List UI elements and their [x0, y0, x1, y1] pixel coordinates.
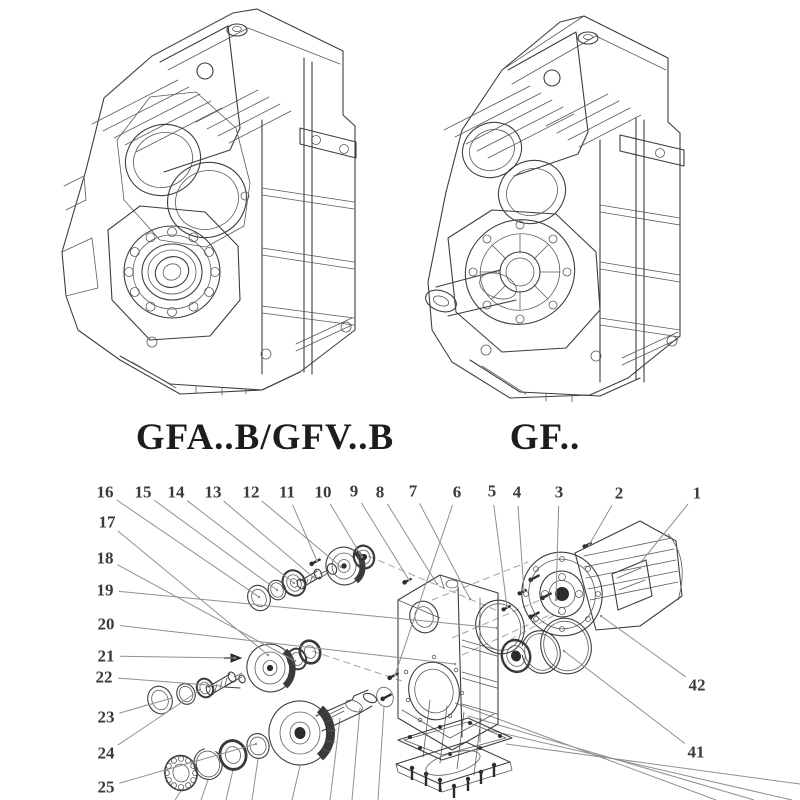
leader-line-18	[117, 565, 295, 661]
leader-line-16	[117, 500, 259, 597]
callout-number-1: 1	[692, 483, 702, 503]
leader-line-14	[187, 501, 294, 583]
callout-number-14: 14	[167, 482, 185, 502]
leader-dot-4	[523, 590, 525, 592]
leader-dot-23	[171, 697, 173, 699]
model-label-gfab: GFA..B/GFV..B	[135, 417, 395, 458]
leader-dot-13	[312, 576, 314, 578]
callout-number-42: 42	[688, 675, 706, 695]
leader-dot-25	[255, 743, 257, 745]
callout-number-12: 12	[242, 482, 260, 502]
callout-number-13: 13	[204, 482, 222, 502]
leader-line-1	[641, 504, 688, 562]
output-shaft-assembly	[161, 685, 396, 794]
leader-dot-21	[234, 657, 236, 659]
callout-number-41: 41	[687, 742, 705, 762]
leader-dot-20	[454, 663, 456, 665]
callout-number-2: 2	[614, 483, 624, 503]
leader-dot-18	[294, 660, 296, 662]
exploded-view	[96, 482, 800, 800]
leader-dot-17	[267, 654, 269, 656]
callout-number-18: 18	[96, 548, 114, 568]
callout-number-11: 11	[278, 482, 296, 502]
leader-dot-11	[316, 560, 318, 562]
input-shaft-assembly	[244, 542, 413, 614]
leader-dot-41	[563, 650, 565, 652]
motor	[511, 521, 682, 646]
cover-and-worm-parts	[144, 671, 242, 718]
hollow-shaft-bearing	[124, 226, 220, 318]
leader-dot-9	[408, 579, 410, 581]
leader-line-5	[494, 505, 507, 607]
leader-dot-14	[293, 582, 295, 584]
leader-line-11	[293, 505, 317, 561]
gearbox-drawing-gfab	[62, 9, 356, 395]
callout-number-22: 22	[95, 667, 113, 687]
leader-dot-6	[394, 674, 396, 676]
leader-line-25	[119, 744, 256, 783]
leader-line-21	[120, 656, 235, 658]
callout-number-19: 19	[96, 580, 114, 600]
callout-number-25: 25	[97, 777, 115, 797]
leader-dot-24	[199, 689, 201, 691]
callout-number-8: 8	[375, 482, 385, 502]
leader-line-2	[589, 505, 612, 545]
callout-number-20: 20	[97, 614, 115, 634]
callout-number-3: 3	[554, 482, 564, 502]
cooling-fins-left	[92, 80, 291, 152]
leader-dot-5	[506, 606, 508, 608]
callout-number-16: 16	[96, 482, 114, 502]
callout-number-23: 23	[97, 707, 115, 727]
callout-number-21: 21	[97, 646, 115, 666]
callout-number-4: 4	[512, 482, 522, 502]
leader-line-42	[601, 616, 686, 677]
cooling-fins-right	[444, 86, 641, 158]
callout-number-10: 10	[314, 482, 332, 502]
leader-dot-19	[496, 627, 498, 629]
leader-dot-16	[258, 596, 260, 598]
leader-line-12	[262, 501, 341, 567]
leader-dot-42	[600, 615, 602, 617]
gearbox-drawing-gf	[423, 16, 684, 402]
callout-number-15: 15	[134, 482, 152, 502]
leader-line-24	[118, 690, 200, 745]
callout-layer	[96, 482, 706, 797]
leader-dot-8	[436, 583, 438, 585]
callout-number-7: 7	[408, 481, 418, 501]
leader-dot-22	[220, 685, 222, 687]
callout-number-17: 17	[98, 512, 116, 532]
leader-dot-10	[361, 556, 363, 558]
leader-line-19	[119, 591, 497, 628]
leader-dot-3	[555, 599, 557, 601]
leader-dot-1	[640, 561, 642, 563]
leader-line-7	[420, 503, 470, 599]
leader-line-41	[564, 651, 685, 743]
callout-number-5: 5	[487, 481, 497, 501]
leader-dot-2	[588, 544, 590, 546]
leader-dot-15	[276, 589, 278, 591]
leader-line-4	[518, 506, 524, 591]
callout-number-6: 6	[452, 482, 462, 502]
callout-number-9: 9	[349, 481, 359, 501]
model-label-gf: GF..	[509, 417, 581, 458]
leader-line-23	[119, 698, 172, 713]
leader-line-3	[556, 506, 559, 600]
leader-dot-7	[469, 598, 471, 600]
callout-number-24: 24	[97, 743, 115, 763]
leader-dot-12	[340, 566, 342, 568]
